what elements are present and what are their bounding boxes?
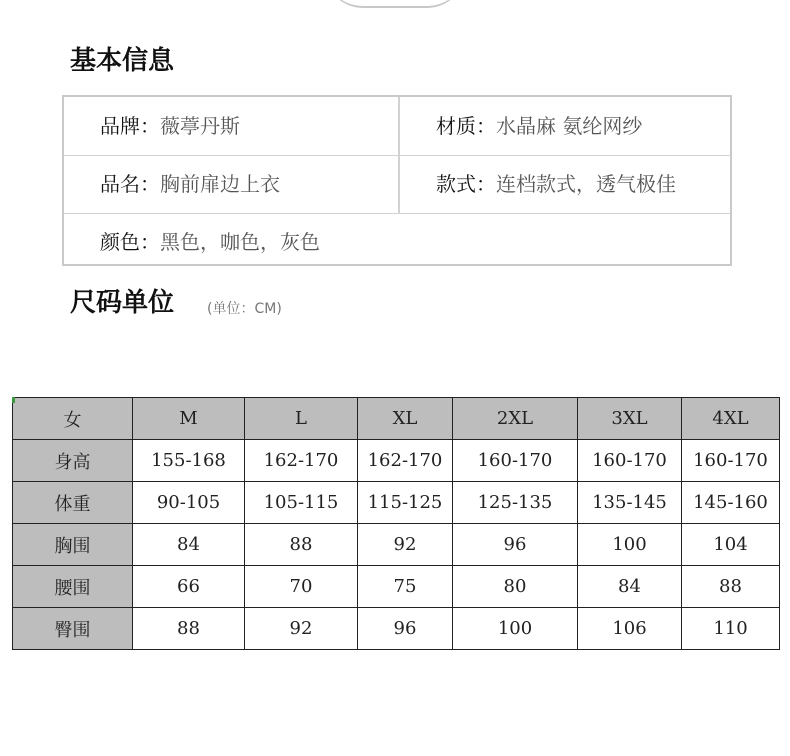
table-cell: 92 [245,608,358,650]
info-value: 水晶麻 氨纶网纱 [496,114,643,138]
table-cell: 115-125 [358,482,453,524]
table-row [13,566,780,608]
info-label: 品名： [100,172,160,196]
size-chart-unit: (单位：CM) [207,301,282,317]
table-row [13,440,780,482]
table-cell: 145-160 [682,482,780,524]
corner-mark [12,397,15,403]
table-cell: 84 [578,566,682,608]
table-cell: 100 [578,524,682,566]
table-cell: 84 [133,524,245,566]
row-label: 体重 [13,482,133,524]
info-value: 薇葶丹斯 [160,114,240,138]
table-cell: 92 [358,524,453,566]
info-row [64,97,730,156]
table-cell: 96 [453,524,578,566]
table-cell: 75 [358,566,453,608]
table-row [13,482,780,524]
row-label: 腰围 [13,566,133,608]
info-value: 胸前扉边上衣 [160,172,280,196]
table-cell: 100 [453,608,578,650]
table-cell: 135-145 [578,482,682,524]
row-label: 身高 [13,440,133,482]
table-cell: 110 [682,608,780,650]
table-cell: 96 [358,608,453,650]
info-row [64,155,730,214]
table-row [13,608,780,650]
table-cell: 90-105 [133,482,245,524]
table-cell: 162-170 [245,440,358,482]
info-label: 款式： [436,172,496,196]
table-cell: 88 [133,608,245,650]
table-cell: 160-170 [578,440,682,482]
basic-info-table [62,95,732,266]
basic-info-title: 基本信息 [70,46,175,76]
size-header-row [13,398,780,440]
header-cell: L [245,398,358,440]
table-cell: 105-115 [245,482,358,524]
size-chart-table [12,397,780,650]
decorative-arc [325,0,465,8]
table-cell: 80 [453,566,578,608]
table-cell: 160-170 [682,440,780,482]
info-cell-brand [100,97,240,155]
info-cell-material [436,97,642,155]
size-chart-title: 尺码单位 [70,288,175,318]
row-label: 胸围 [13,524,133,566]
header-cell: M [133,398,245,440]
table-cell: 160-170 [453,440,578,482]
info-value: 连档款式，透气极佳 [496,172,676,196]
info-cell-color [100,213,320,271]
table-cell: 104 [682,524,780,566]
row-label: 臀围 [13,608,133,650]
info-value: 黑色，咖色，灰色 [160,230,320,254]
info-label: 品牌： [100,114,160,138]
header-cell: 2XL [453,398,578,440]
header-cell: XL [358,398,453,440]
info-row [64,213,730,271]
header-cell: 4XL [682,398,780,440]
table-cell: 162-170 [358,440,453,482]
header-cell: 3XL [578,398,682,440]
header-cell: 女 [13,398,133,440]
table-cell: 88 [682,566,780,608]
table-cell: 66 [133,566,245,608]
table-cell: 155-168 [133,440,245,482]
info-label: 颜色： [100,230,160,254]
table-cell: 88 [245,524,358,566]
table-cell: 125-135 [453,482,578,524]
info-cell-product-name [100,155,280,213]
table-cell: 106 [578,608,682,650]
table-row [13,524,780,566]
info-cell-style [436,155,676,213]
table-cell: 70 [245,566,358,608]
info-label: 材质： [436,114,496,138]
